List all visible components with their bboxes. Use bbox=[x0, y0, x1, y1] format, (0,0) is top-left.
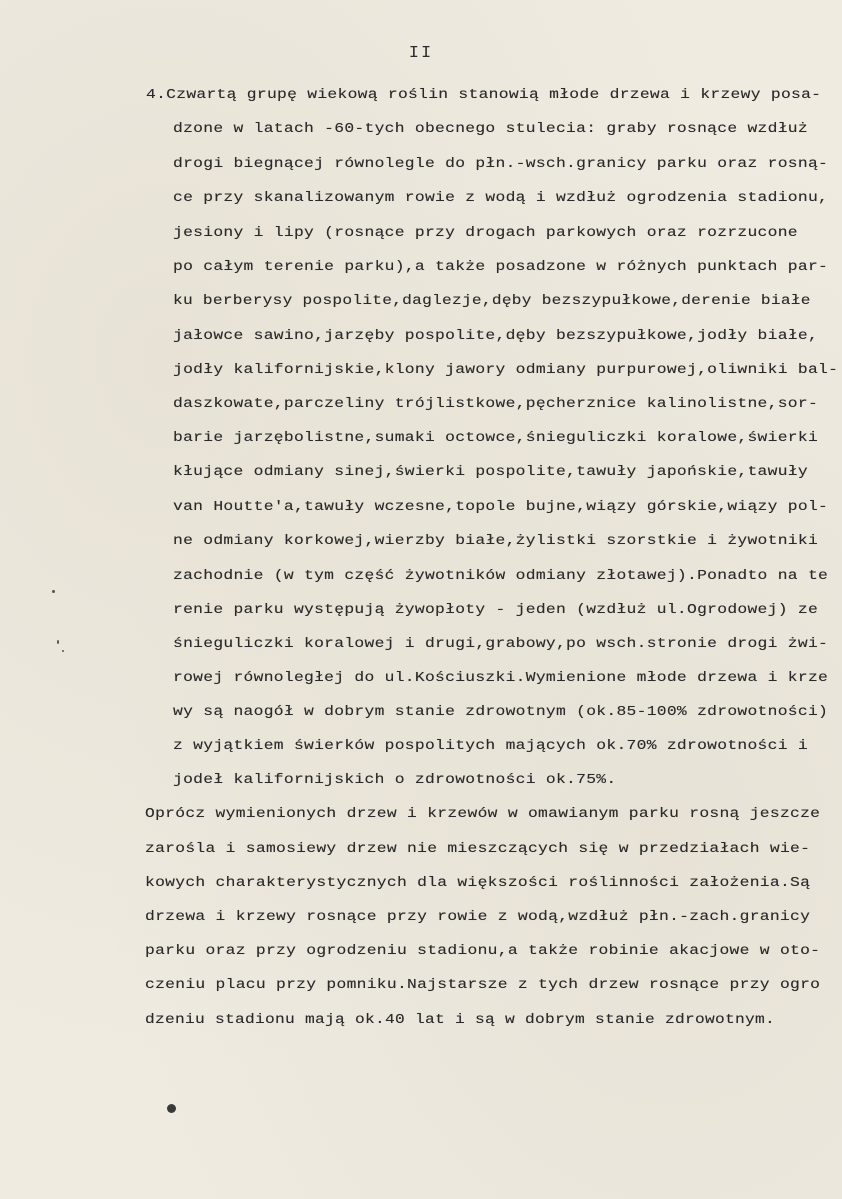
text-line: drogi biegnącej równolegle do płn.-wsch.granicy parku oraz rosną- bbox=[173, 156, 829, 172]
text-line: śnieguliczki koralowej i drugi,grabowy,po wsch.stronie drogi żwi- bbox=[173, 636, 829, 652]
page-number: II bbox=[408, 44, 434, 63]
text-line: barie jarzębolistne,sumaki octowce,śnieguliczki koralowe,świerki bbox=[173, 430, 819, 446]
text-line: ku berberysy pospolite,daglezje,dęby bezszypułkowe,derenie białe bbox=[173, 293, 811, 309]
text-line: daszkowate,parczeliny trójlistkowe,pęcherznice kalinolistne,sor- bbox=[173, 396, 819, 412]
text-line: jodeł kalifornijskich o zdrowotności ok.75%. bbox=[173, 772, 617, 788]
text-line: wy są naogół w dobrym stanie zdrowotnym (ok.85-100% zdrowotności) bbox=[173, 704, 829, 720]
text-line: ne odmiany korkowej,wierzby białe,żylistki szorstkie i żywotniki bbox=[173, 533, 819, 549]
ink-speck bbox=[52, 590, 55, 593]
text-line: z wyjątkiem świerków pospolitych mających ok.70% zdrowotności i bbox=[173, 738, 808, 754]
text-line: renie parku występują żywopłoty - jeden (wzdłuż ul.Ogrodowej) ze bbox=[173, 602, 819, 618]
text-line: dzeniu stadionu mają ok.40 lat i są w dobrym stanie zdrowotnym. bbox=[145, 1012, 775, 1028]
text-line: Oprócz wymienionych drzew i krzewów w omawianym parku rosną jeszcze bbox=[145, 806, 821, 822]
text-line: drzewa i krzewy rosnące przy rowie z wodą,wzdłuż płn.-zach.granicy bbox=[145, 909, 811, 925]
punch-hole-mark bbox=[167, 1104, 176, 1113]
text-line: dzone w latach -60-tych obecnego stulecia: graby rosnące wzdłuż bbox=[173, 121, 808, 137]
text-line: ce przy skanalizowanym rowie z wodą i wzdłuż ogrodzenia stadionu, bbox=[173, 190, 829, 206]
text-line: jałowce sawino,jarzęby pospolite,dęby bezszypułkowe,jodły białe, bbox=[173, 328, 819, 344]
text-line: kłujące odmiany sinej,świerki pospolite,tawuły japońskie,tawuły bbox=[173, 464, 808, 480]
text-line: parku oraz przy ogrodzeniu stadionu,a także robinie akacjowe w oto- bbox=[145, 943, 821, 959]
text-line: rowej równoległej do ul.Kościuszki.Wymienione młode drzewa i krze bbox=[173, 670, 829, 686]
ink-speck bbox=[62, 650, 64, 652]
ink-speck bbox=[57, 640, 59, 644]
text-line: kowych charakterystycznych dla większości roślinności założenia.Są bbox=[145, 875, 811, 891]
text-line: zachodnie (w tym część żywotników odmiany złotawej).Ponadto na te bbox=[173, 568, 829, 584]
text-line: 4.Czwartą grupę wiekową roślin stanowią młode drzewa i krzewy posa- bbox=[146, 87, 822, 103]
text-line: po całym terenie parku),a także posadzone w różnych punktach par- bbox=[173, 259, 829, 275]
text-line: van Houtte'a,tawuły wczesne,topole bujne,wiązy górskie,wiązy pol- bbox=[173, 499, 829, 515]
text-line: jesiony i lipy (rosnące przy drogach parkowych oraz rozrzucone bbox=[173, 225, 798, 241]
text-line: zarośla i samosiewy drzew nie mieszczących się w przedziałach wie- bbox=[145, 841, 811, 857]
text-line: czeniu placu przy pomniku.Najstarsze z tych drzew rosnące przy ogro bbox=[145, 977, 821, 993]
text-line: jodły kalifornijskie,klony jawory odmiany purpurowej,oliwniki bal- bbox=[173, 362, 839, 378]
